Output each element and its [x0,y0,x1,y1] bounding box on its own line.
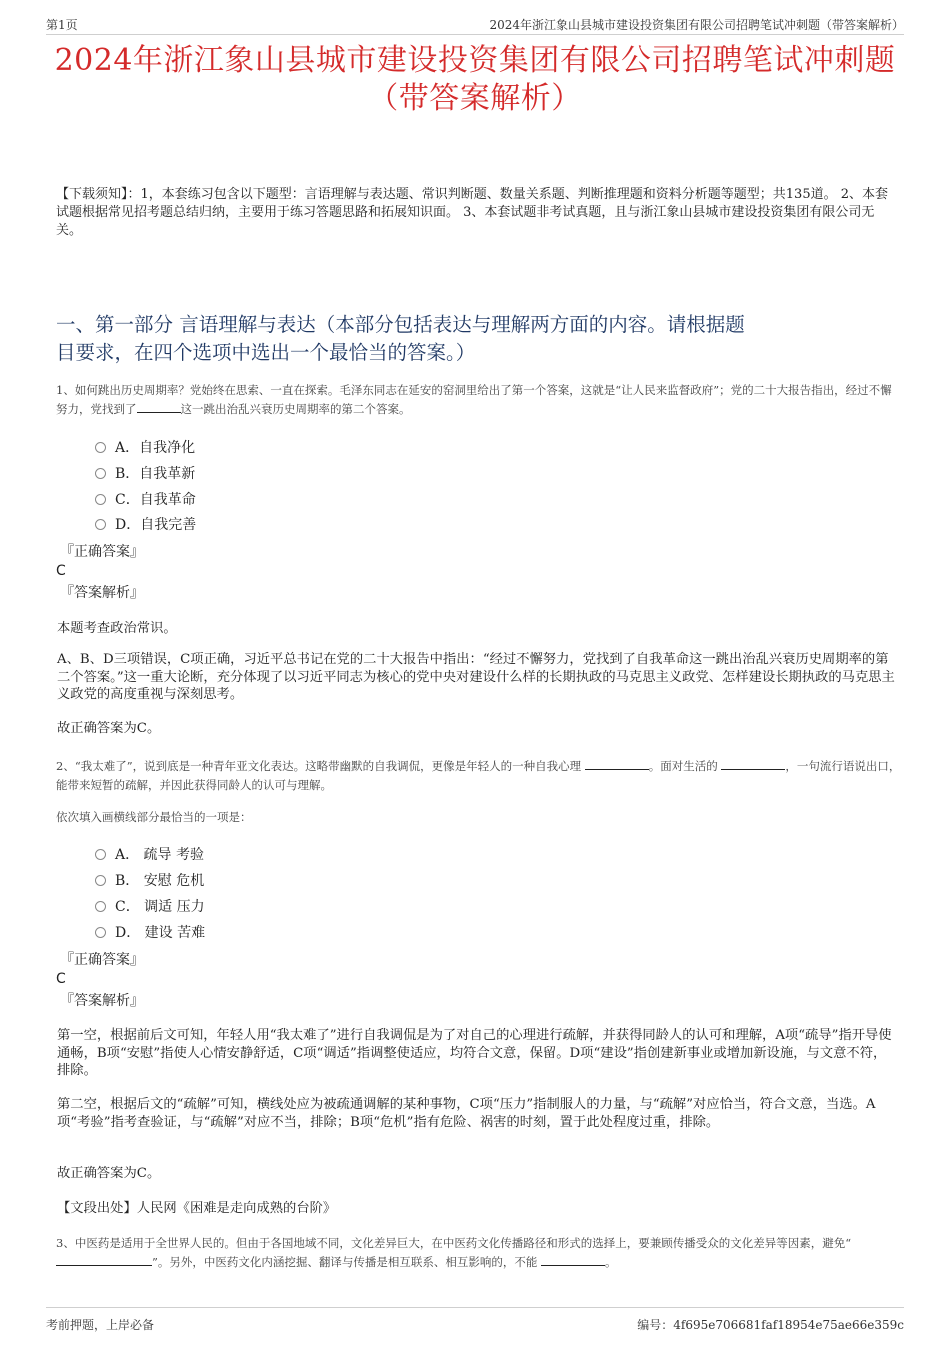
option-label: A． 疏导 考验 [115,847,205,863]
answer-blank [585,757,649,770]
question-3-stem-part-a: 3、中医药是适用于全世界人民的。但由于各国地域不同，文化差异巨大，在中医药文化传播路径和形式的选择上，要兼顾传播受众的文化差异等因素，避免“ [56,1236,852,1250]
question-1-stem-part-b: 这一跳出治乱兴衰历史周期率的第二个答案。 [180,402,411,416]
question-1-stem-part-a: 1、如何跳出历史周期率？党始终在思索、一直在探索。毛泽东同志在延安的窑洞里给出了第一个答案，这就是“让人民来监督政府”；党的二十大报告指出，经过不懈努力，党找到了 [56,383,892,416]
page-footer [46,1307,904,1332]
question-2-analysis-p2: 第二空，根据后文的“疏解”可知，横线处应为被疏通调解的某种事物，C项“压力”指制服人的力量，与“疏解”对应恰当，符合文意，当选。A项“考验”指考查验证，与“疏解”对应不当，排除；B项“危机”指有危险、祸害的时刻，置于此处程度过重，排除。 [57,1097,876,1130]
radio-icon[interactable] [95,875,106,886]
option-label: B． 安慰 危机 [115,873,205,889]
question-1-answer: C [56,563,66,579]
question-1-stem [56,381,902,419]
question-1-option-c[interactable] [95,490,196,510]
section-heading-line-1: 一、第一部分 言语理解与表达（本部分包括表达与理解两方面的内容。请根据题 [56,313,745,336]
page-number: 第1页 [46,18,78,32]
question-1-analysis-p1: 本题考查政治常识。 [57,621,177,636]
question-2-prompt: 依次填入画横线部分最恰当的一项是： [56,810,252,824]
option-label: C． 调适 压力 [115,899,205,915]
question-1-analysis-label: 『答案解析』 [60,585,144,601]
section-heading-line-2: 目要求，在四个选项中选出一个最恰当的答案。） [56,341,476,364]
question-2-analysis-p1: 第一空，根据前后文可知，年轻人用“我太难了”进行自我调侃是为了对自己的心理进行疏解，并获得同龄人的认可和理解，A项“疏导”指开导使通畅，B项“安慰”指使人心情安静舒适，C项“调适”指调整使适应，均符合文意，保留。D项“建设”指创建新事业或增加新设施，与文意不符，排除。 [57,1028,892,1078]
footer-doc-id: 编号：4f695e706681faf18954e75ae66e359c [637,1318,904,1332]
question-2-analysis-p3: 故正确答案为C。 [57,1166,161,1181]
question-2-option-c[interactable] [95,897,205,917]
radio-icon[interactable] [95,468,106,479]
option-label: A．自我净化 [115,440,196,456]
question-2-stem-part-a: 2、“我太难了”，说到底是一种青年亚文化表达。这略带幽默的自我调侃，更像是年轻人的一种自我心理 [56,759,582,773]
answer-blank [137,400,181,413]
question-2-option-b[interactable] [95,871,204,891]
question-2-stem-part-c: ，一句流行语说出口，能带来短暂的疏解，并因此获得同龄人的认可与理解。 [56,759,901,792]
footer-slogan: 考前押题，上岸必备 [46,1318,155,1332]
radio-icon[interactable] [95,519,106,530]
option-label: D．自我完善 [115,517,197,533]
header-doc-title: 2024年浙江象山县城市建设投资集团有限公司招聘笔试冲刺题（带答案解析） [489,18,904,32]
radio-icon[interactable] [95,927,106,938]
option-label: D． 建设 苦难 [115,925,206,941]
question-2-answer: C [56,971,66,987]
page-header [46,14,904,35]
title-line-1: 2024年浙江象山县城市建设投资集团有限公司招聘笔试冲刺题 [54,43,896,78]
download-notice: 【下载须知】：1，本套练习包含以下题型：言语理解与表达题、常识判断题、数量关系题、判断推理题和资料分析题等题型；共135道。 2、本套试题根据常见招考题总结归纳，主要用于练习答题思路和拓展知识面。 3、本套试题非考试真题，且与浙江象山县城市建设投资集团有限公司无关。 [56,187,888,238]
question-2-source: 【文段出处】人民网《困难是走向成熟的台阶》 [57,1201,337,1216]
question-2-option-a[interactable] [95,845,204,865]
question-2-analysis-label: 『答案解析』 [60,993,144,1009]
question-3-stem-part-b: ”。另外，中医药文化内涵挖掘、翻译与传播是相互联系、相互影响的，不能 [152,1255,538,1269]
question-1-analysis-p3: 故正确答案为C。 [57,721,161,736]
title-line-2: （带答案解析） [368,81,582,116]
option-label: B．自我革新 [115,466,196,482]
radio-icon[interactable] [95,901,106,912]
answer-blank [56,1253,152,1266]
question-3-stem-part-c: 。 [605,1255,617,1269]
question-2-answer-label: 『正确答案』 [60,952,144,968]
radio-icon[interactable] [95,442,106,453]
option-label: C．自我革命 [115,492,196,508]
question-2-option-d[interactable] [95,923,205,943]
question-1-option-d[interactable] [95,515,196,535]
question-1-option-a[interactable] [95,438,195,458]
question-3-stem [56,1234,902,1272]
radio-icon[interactable] [95,494,106,505]
answer-blank [721,757,785,770]
question-1-answer-label: 『正确答案』 [60,544,144,560]
question-1-analysis-p2: A、B、D三项错误，C项正确，习近平总书记在党的二十大报告中指出：“经过不懈努力，党找到了自我革命这一跳出治乱兴衰历史周期率的第二个答案。”这一重大论断，充分体现了以习近平同志为核心的党中央对建设什么样的长期执政的马克思主义政党、怎样建设长期执政的马克思主义政党的高度重视与深刻思考。 [57,652,895,702]
page-title [40,42,910,118]
question-2-stem [56,757,902,795]
question-2-stem-part-b: 。面对生活的 [648,759,718,773]
radio-icon[interactable] [95,849,106,860]
question-1-option-b[interactable] [95,464,195,484]
answer-blank [541,1253,605,1266]
section-heading [56,311,898,367]
